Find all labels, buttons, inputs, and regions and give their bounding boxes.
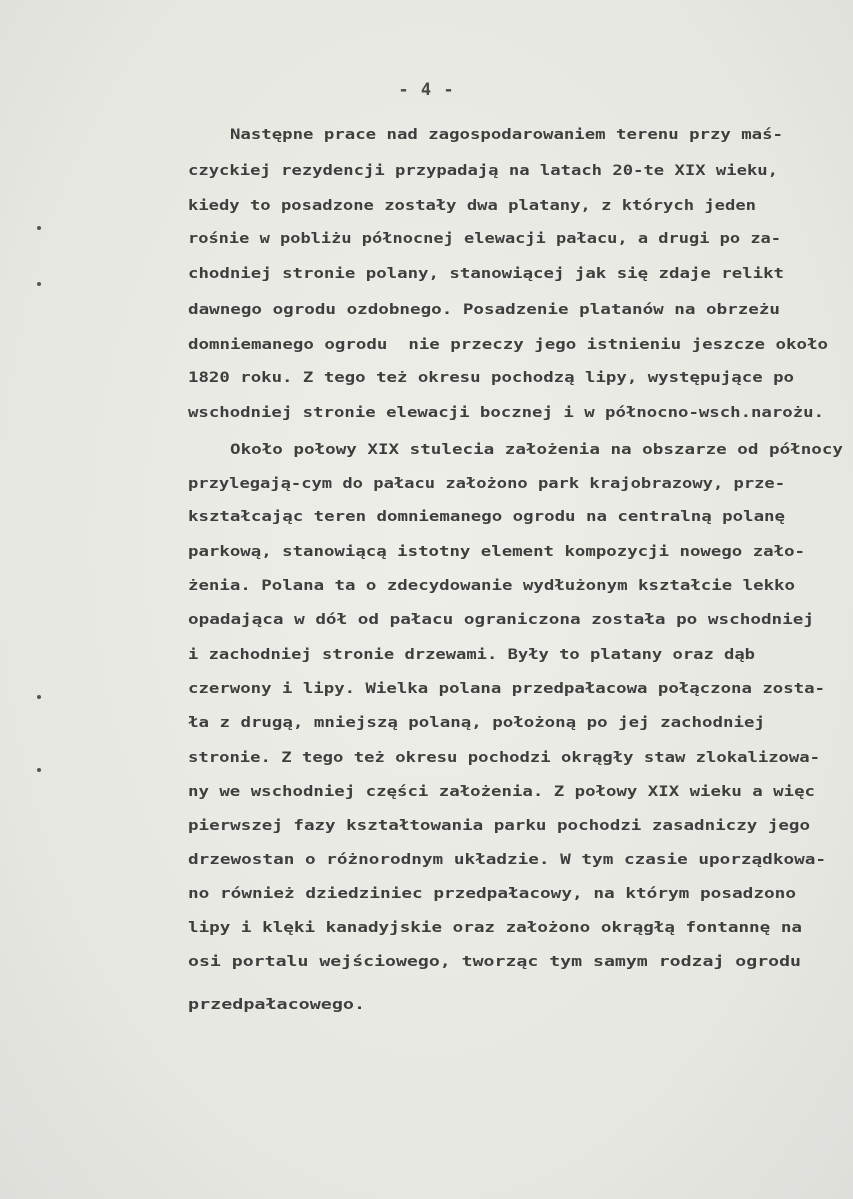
text-line: stronie. Z tego też okresu pochodzi okrągły staw zlokalizowa- xyxy=(188,750,820,766)
text-line: drzewostan o różnorodnym układzie. W tym czasie uporządkowa- xyxy=(188,852,826,868)
text-line: pierwszej fazy kształtowania parku pochodzi zasadniczy jego xyxy=(188,818,810,834)
punch-hole-mark xyxy=(37,282,41,286)
text-line: rośnie w pobliżu północnej elewacji pałacu, a drugi po za- xyxy=(188,231,781,247)
text-line: chodniej stronie polany, stanowiącej jak się zdaje relikt xyxy=(188,266,784,282)
text-line: 1820 roku. Z tego też okresu pochodzą lipy, występujące po xyxy=(188,370,794,386)
text-line: przedpałacowego. xyxy=(188,997,365,1013)
text-line: Około połowy XIX stulecia założenia na obszarze od północy xyxy=(230,442,843,458)
text-line: czerwony i lipy. Wielka polana przedpałacowa połączona zosta- xyxy=(188,681,825,697)
text-line: no również dziedziniec przedpałacowy, na którym posadzono xyxy=(188,886,796,902)
text-line: kształcając teren domniemanego ogrodu na centralną polanę xyxy=(188,509,785,525)
text-line: dawnego ogrodu ozdobnego. Posadzenie platanów na obrzeżu xyxy=(188,302,780,318)
text-line: domniemanego ogrodu nie przeczy jego istnieniu jeszcze około xyxy=(188,337,828,353)
text-line: ła z drugą, mniejszą polaną, położoną po jej zachodniej xyxy=(188,715,765,731)
page-number: - 4 - xyxy=(398,80,455,100)
text-line: żenia. Polana ta o zdecydowanie wydłużonym kształcie lekko xyxy=(188,578,795,594)
text-line: przylegają-cym do pałacu założono park krajobrazowy, prze- xyxy=(188,476,785,492)
text-line: ny we wschodniej części założenia. Z połowy XIX wieku a więc xyxy=(188,784,815,800)
text-line: opadająca w dół od pałacu ograniczona została po wschodniej xyxy=(188,612,814,628)
text-line: Następne prace nad zagospodarowaniem terenu przy maś- xyxy=(230,127,783,143)
text-line: czyckiej rezydencji przypadają na latach 20-te XIX wieku, xyxy=(188,163,778,179)
text-line: wschodniej stronie elewacji bocznej i w północno-wsch.narożu. xyxy=(188,405,824,421)
text-line: parkową, stanowiącą istotny element kompozycji nowego zało- xyxy=(188,544,805,560)
text-line: osi portalu wejściowego, tworząc tym samym rodzaj ogrodu xyxy=(188,954,801,970)
punch-hole-mark xyxy=(37,768,41,772)
text-line: lipy i klęki kanadyjskie oraz założono okrągłą fontannę na xyxy=(188,920,802,936)
text-line: i zachodniej stronie drzewami. Były to platany oraz dąb xyxy=(188,647,755,663)
text-line: kiedy to posadzone zostały dwa platany, z których jeden xyxy=(188,198,756,214)
punch-hole-mark xyxy=(37,695,41,699)
punch-hole-mark xyxy=(37,226,41,230)
